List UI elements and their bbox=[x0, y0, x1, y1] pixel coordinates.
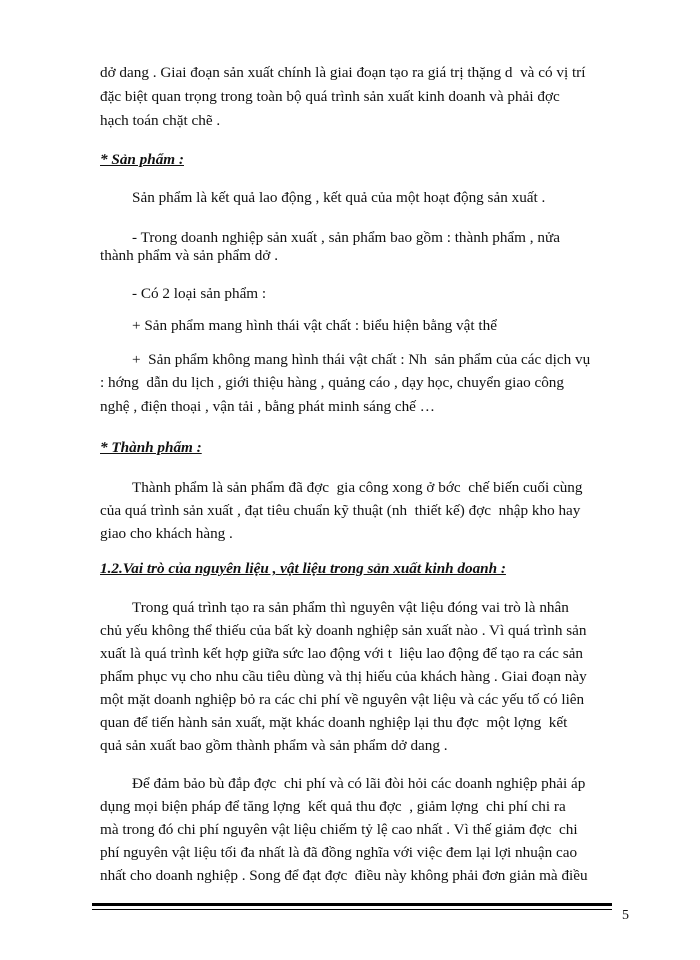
text-line: + Sản phẩm mang hình thái vật chất : biểu hiện bằng vật thể bbox=[132, 317, 497, 334]
section-heading-thanh-pham: * Thành phẩm : bbox=[100, 439, 202, 456]
text-line: mà trong đó chi phí nguyên vật liệu chiếm tỷ lệ cao nhất . Vì thế giảm đợc chi bbox=[100, 821, 578, 838]
text-line: hạch toán chặt chẽ . bbox=[100, 112, 221, 129]
text-line: Sản phẩm là kết quả lao động , kết quả của một hoạt động sản xuất . bbox=[132, 189, 546, 206]
text-line: + Sản phẩm không mang hình thái vật chất : Nh sản phẩm của các dịch vụ bbox=[132, 351, 591, 368]
footer-rule-thick bbox=[92, 903, 612, 906]
text-line: phẩm phục vụ cho nhu cầu tiêu dùng và thị hiếu của khách hàng . Giai đoạn này bbox=[100, 668, 587, 685]
text-line: quan để tiến hành sản xuất, mặt khác doanh nghiệp lại thu đợc một lợng kết bbox=[100, 714, 568, 731]
text-line: chủ yếu không thể thiếu của bất kỳ doanh nghiệp sản xuất nào . Vì quá trình sản bbox=[100, 622, 587, 639]
text-line: nghệ , điện thoại , vận tải , bằng phát minh sáng chế … bbox=[100, 398, 435, 415]
section-heading-vai-tro: 1.2.Vai trò của nguyên liệu , vật liệu trong sản xuất kinh doanh : bbox=[100, 560, 506, 577]
text-line: dụng mọi biện pháp để tăng lợng kết quả thu đợc , giảm lợng chi phí chi ra bbox=[100, 798, 566, 815]
footer-rule-thin bbox=[92, 909, 612, 910]
text-line: thành phẩm và sản phẩm dở . bbox=[100, 247, 279, 264]
text-line: nhất cho doanh nghiệp . Song để đạt đợc điều này không phải đơn giản mà điều bbox=[100, 867, 588, 884]
text-line: phí nguyên vật liệu tối đa nhất là đã đồng nghĩa với việc đem lại lợi nhuận cao bbox=[100, 844, 578, 861]
text-line: Thành phẩm là sản phẩm đã đợc gia công xong ở bớc chế biến cuối cùng bbox=[132, 479, 583, 496]
text-line: - Trong doanh nghiệp sản xuất , sản phẩm bao gồm : thành phẩm , nửa bbox=[132, 229, 560, 246]
text-line: Để đảm bảo bù đắp đợc chi phí và có lãi đòi hỏi các doanh nghiệp phải áp bbox=[132, 775, 586, 792]
text-line: một mặt doanh nghiệp bỏ ra các chi phí về nguyên vật liệu và các yếu tố có liên bbox=[100, 691, 585, 708]
text-line: dở dang . Giai đoạn sản xuất chính là giai đoạn tạo ra giá trị thặng d và có vị trí bbox=[100, 64, 586, 81]
text-line: Trong quá trình tạo ra sản phẩm thì nguyên vật liệu đóng vai trò là nhân bbox=[132, 599, 569, 616]
text-line: của quá trình sản xuất , đạt tiêu chuẩn kỹ thuật (nh thiết kế) đợc nhập kho hay bbox=[100, 502, 581, 519]
text-line: đặc biệt quan trọng trong toàn bộ quá trình sản xuất kinh doanh và phải đợc bbox=[100, 88, 560, 105]
text-line: : hớng dẫn du lịch , giới thiệu hàng , quảng cáo , dạy học, chuyển giao công bbox=[100, 374, 564, 391]
section-heading-san-pham: * Sản phẩm : bbox=[100, 151, 184, 168]
page-number: 5 bbox=[622, 908, 629, 923]
text-line: xuất là quá trình kết hợp giữa sức lao động với t liệu lao động để tạo ra các sản bbox=[100, 645, 583, 662]
text-line: quả sản xuất bao gồm thành phẩm và sản phẩm dở dang . bbox=[100, 737, 448, 754]
text-line: - Có 2 loại sản phẩm : bbox=[132, 285, 267, 302]
text-line: giao cho khách hàng . bbox=[100, 525, 233, 542]
